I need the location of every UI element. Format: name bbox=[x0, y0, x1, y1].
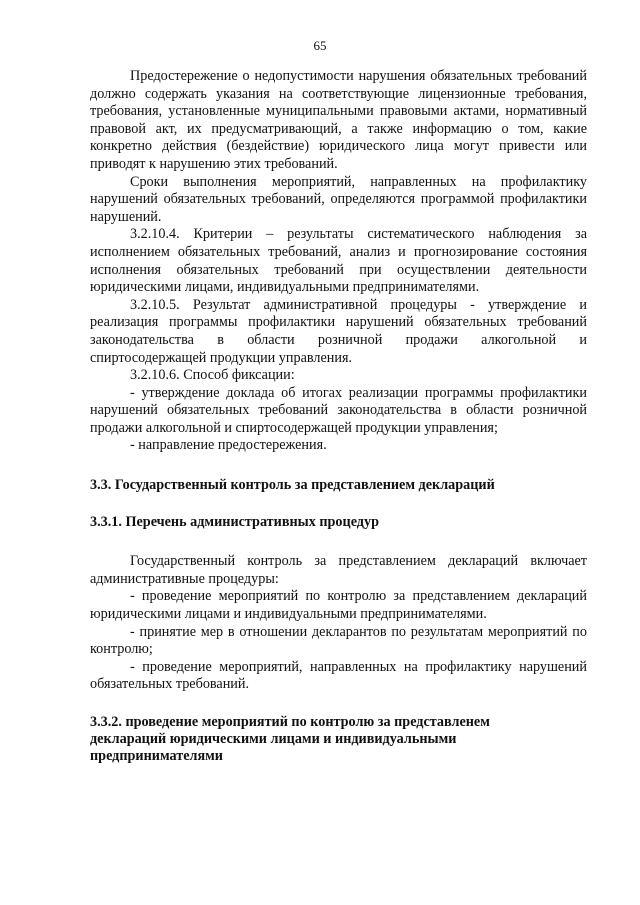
heading-3-3-2-line-3: предпринимателями bbox=[90, 748, 223, 764]
heading-3-3-2-line-2: деклараций юридическими лицами и индивидуальными bbox=[90, 731, 457, 747]
paragraph-warning-content: Предостережение о недопустимости нарушения обязательных требований должно содержать указания на соответствующие лицензионные требования, требования, установленные муниципальными правовыми актами, нормативный правовой акт, их предусматривающий, а также информацию о том, какие конкретно действия (бездействие) юридического лица могут привести или приводят к нарушению этих требований. bbox=[90, 68, 587, 172]
list-item-declarant-measures: - принятие мер в отношении декларантов по результатам мероприятий по контролю; bbox=[90, 623, 587, 658]
list-item-warning-sending: - направление предостережения. bbox=[130, 437, 327, 454]
paragraph-deadlines: Сроки выполнения мероприятий, направленных на профилактику нарушений обязательных требований, определяются программой профилактики нарушений. bbox=[90, 173, 587, 225]
paragraph-criteria: 3.2.10.4. Критерии – результаты систематического наблюдения за исполнением обязательных требований, анализ и прогнозирование состояния исполнения обязательных требований при осуществлении деятельности юридическими лицами, индивидуальными предпринимателями. bbox=[90, 226, 587, 296]
heading-3-3-2-line-1: 3.3.2. проведение мероприятий по контролю за представленем bbox=[90, 714, 490, 730]
list-item-prevention-measures: - проведение мероприятий, направленных на профилактику нарушений обязательных требований. bbox=[90, 658, 587, 693]
page-number: 65 bbox=[313, 38, 327, 53]
list-item-control-measures: - проведение мероприятий по контролю за представлением деклараций юридическими лицами и индивидуальными предпринимателями. bbox=[90, 588, 587, 623]
section-heading-3-3-2 bbox=[90, 714, 587, 765]
document-body bbox=[90, 68, 587, 765]
paragraph-fixation-method: 3.2.10.6. Способ фиксации: bbox=[130, 367, 295, 384]
paragraph-result: 3.2.10.5. Результат административной процедуры - утверждение и реализация программы профилактики нарушений обязательных требований законодательства в области розничной продажи алкогольной и спиртосодержащей продукции управления. bbox=[90, 296, 587, 366]
list-item-report-approval: - утверждение доклада об итогах реализации программы профилактики нарушений обязательных требований законодательства в области розничной продажи алкогольной и спиртосодержащей продукции управления; bbox=[90, 384, 587, 436]
section-heading-3-3-1: 3.3.1. Перечень административных процедур bbox=[90, 513, 379, 530]
section-heading-3-3: 3.3. Государственный контроль за представлением деклараций bbox=[90, 477, 495, 494]
paragraph-control-includes: Государственный контроль за представлением деклараций включает административные процедуры: bbox=[90, 553, 587, 587]
